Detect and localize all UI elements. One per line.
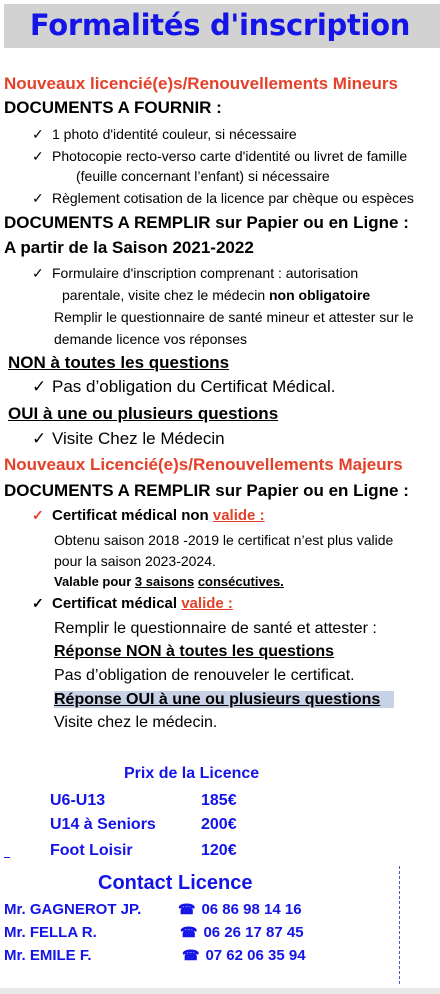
phone-icon: ☎	[178, 901, 196, 917]
check-mark-icon: ✓	[32, 429, 47, 448]
list-item	[32, 595, 233, 612]
docs-fournir-heading	[4, 98, 222, 118]
item-text: parentale, visite chez le médecin	[62, 287, 269, 303]
phone-icon: ☎	[180, 924, 198, 940]
item-text-red: valide :	[212, 507, 265, 524]
item-text: Règlement cotisation de la licence par chèque ou espèces	[52, 190, 414, 206]
phone-number: 07 62 06 35 94	[205, 947, 306, 964]
decorative-mark	[4, 857, 10, 858]
price-label: U14 à Seniors	[50, 816, 156, 833]
list-item	[32, 377, 335, 397]
item-text: Certificat médical	[52, 595, 182, 612]
check-mark-icon: ✓	[32, 595, 44, 611]
list-item-continuation: pour la saison 2023-2024.	[54, 553, 216, 569]
page-title: Formalités d'inscription	[29, 8, 411, 42]
list-item-continuation: Pas d’obligation de renouveler le certificat.	[54, 667, 355, 684]
item-text: Visite Chez le Médecin	[52, 429, 225, 448]
price-value: 185€	[201, 792, 237, 809]
minors-heading: Nouveaux licencié(e)s/Renouvellements Mineurs	[4, 74, 398, 93]
non-heading	[8, 353, 229, 373]
list-item-continuation: Remplir le questionnaire de santé et attester :	[54, 620, 377, 637]
contact-phone[interactable]	[178, 901, 302, 918]
oui-heading-text: OUI à une ou plusieurs questions	[8, 404, 279, 423]
list-item-continuation: Obtenu saison 2018 -2019 le certificat n’est plus valide	[54, 532, 394, 548]
rep-non-heading	[54, 643, 334, 661]
item-text: Pas d’obligation du Certificat Médical.	[52, 377, 336, 396]
contact-name: Mr. GAGNEROT JP.	[4, 901, 142, 918]
docs-fournir-label: DOCUMENTS A FOURNIR	[4, 98, 212, 117]
rep-oui-heading	[54, 691, 394, 709]
item-text: Formulaire d'inscription comprenant : autorisation	[52, 265, 359, 281]
check-mark-icon: ✓	[32, 507, 44, 523]
item-text: Certificat médical non	[52, 507, 213, 524]
bottom-strip	[0, 988, 440, 994]
valable-line	[54, 574, 284, 589]
check-mark-icon: ✓	[32, 190, 44, 206]
list-item-continuation: (feuille concernant l’enfant) si nécessaire	[76, 168, 330, 184]
list-item-continuation: Remplir le questionnaire de santé mineur et attester sur le	[54, 309, 414, 325]
contact-heading: Contact Licence	[98, 872, 253, 894]
item-text: 1 photo d'identité couleur, si nécessaire	[52, 126, 297, 142]
price-label: Foot Loisir	[50, 842, 133, 859]
non-heading-text: NON à toutes les questions	[8, 353, 230, 372]
item-text-underlined: 3 saisons	[134, 574, 195, 589]
oui-heading	[8, 404, 278, 424]
contact-phone[interactable]	[180, 924, 304, 941]
dashed-divider	[399, 866, 400, 984]
price-heading: Prix de la Licence	[124, 765, 260, 782]
item-text-red: valide :	[181, 595, 233, 612]
rep-oui-text: Réponse OUI à une ou plusieurs questions	[54, 691, 394, 708]
price-value: 120€	[201, 842, 237, 859]
list-item-continuation	[62, 287, 370, 303]
list-item	[32, 126, 297, 143]
majors-heading: Nouveaux Licencié(e)s/Renouvellements Majeurs	[4, 455, 403, 474]
item-text-bold: non obligatoire	[269, 287, 371, 303]
phone-icon: ☎	[182, 947, 200, 963]
docs-remplir-heading: DOCUMENTS A REMPLIR sur Papier ou en Ligne :	[4, 213, 409, 232]
phone-number: 06 86 98 14 16	[201, 901, 302, 918]
price-value: 200€	[201, 816, 237, 833]
check-mark-icon: ✓	[32, 148, 44, 164]
list-item	[32, 507, 265, 524]
rep-non-text: Réponse NON à toutes les questions	[54, 643, 335, 660]
list-item-continuation: Visite chez le médecin.	[54, 714, 218, 731]
contact-phone[interactable]	[182, 947, 306, 964]
item-text-underlined: consécutives.	[197, 574, 284, 589]
list-item	[32, 190, 414, 207]
list-item-continuation: demande licence vos réponses	[54, 331, 248, 347]
list-item	[32, 265, 358, 282]
check-mark-icon: ✓	[32, 265, 44, 281]
phone-number: 06 26 17 87 45	[203, 924, 304, 941]
majors-docs-remplir: DOCUMENTS A REMPLIR sur Papier ou en Ligne :	[4, 481, 409, 500]
item-text: Photocopie recto-verso carte d'identité ou livret de famille	[52, 148, 408, 164]
check-mark-icon: ✓	[32, 126, 44, 142]
item-text: Valable pour	[54, 574, 135, 589]
contact-name: Mr. FELLA R.	[4, 924, 97, 941]
check-mark-icon: ✓	[32, 377, 47, 396]
price-label: U6-U13	[50, 792, 106, 809]
docs-fournir-colon: :	[211, 98, 222, 117]
contact-name: Mr. EMILE F.	[4, 947, 92, 964]
season-heading: A partir de la Saison 2021-2022	[4, 238, 254, 257]
list-item	[32, 429, 225, 449]
list-item	[32, 148, 407, 165]
